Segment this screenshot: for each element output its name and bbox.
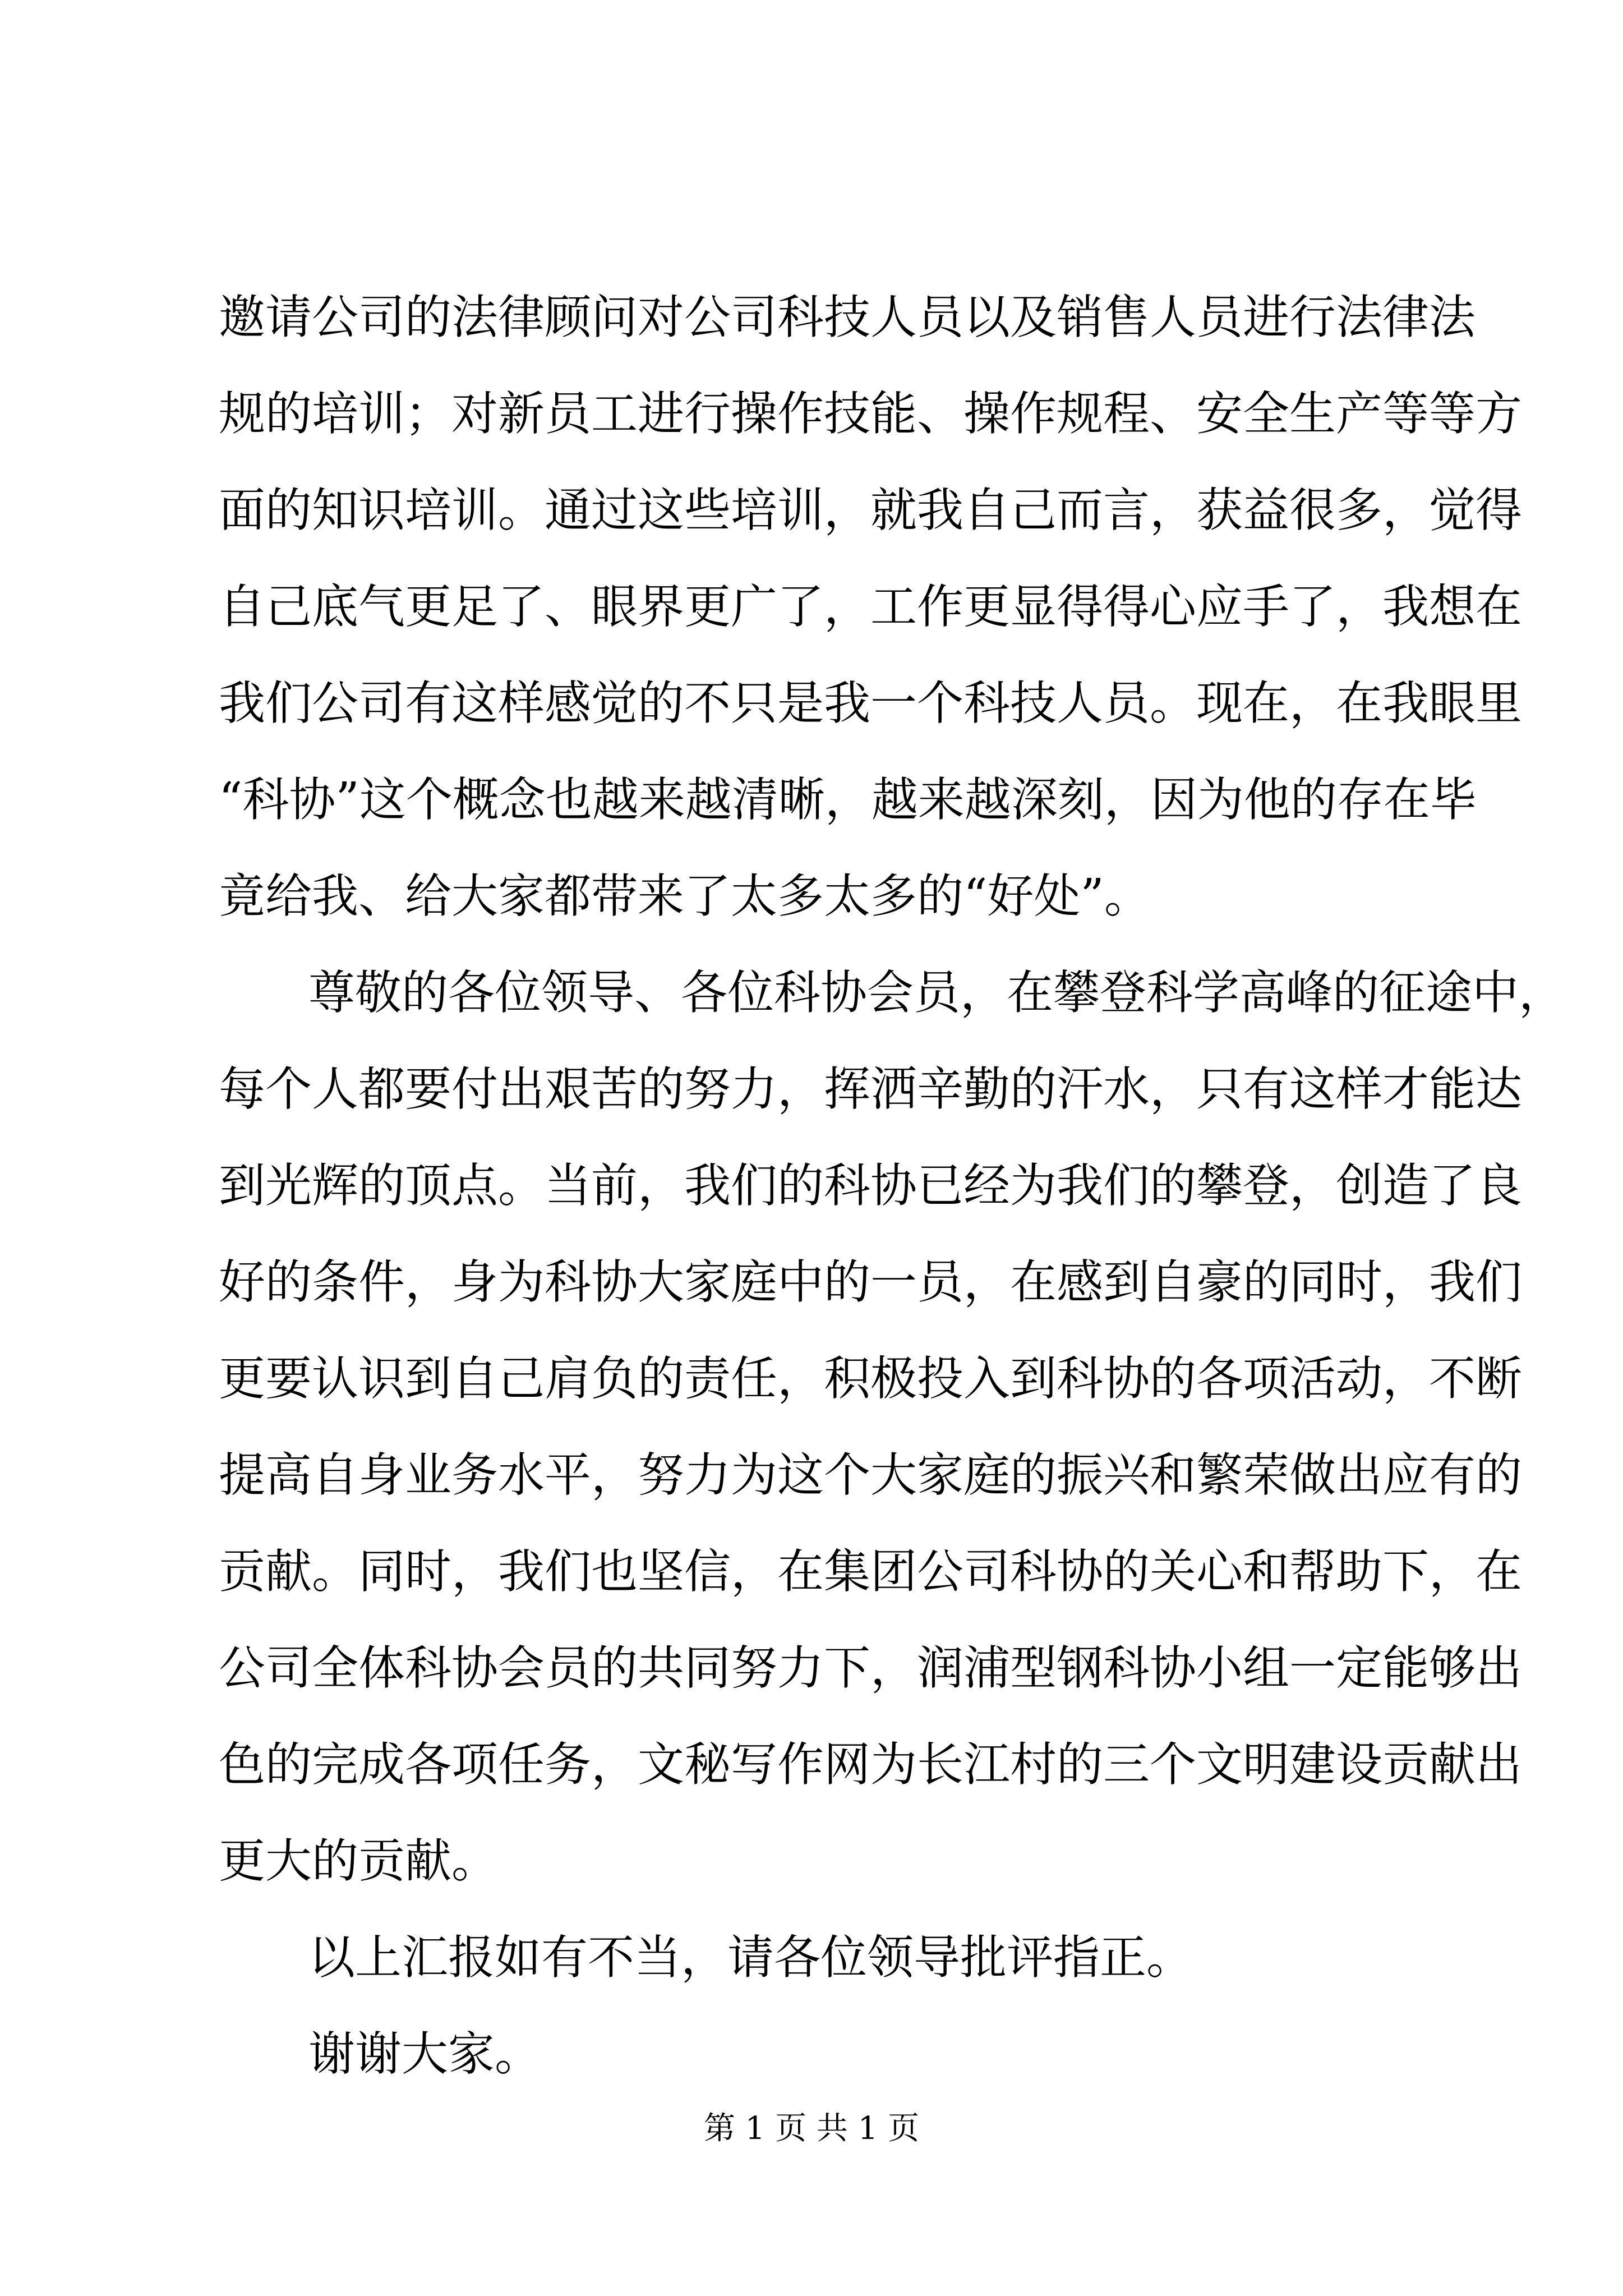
- text-line: 邀请公司的法律顾问对公司科技人员以及销售人员进行法律法: [219, 290, 1476, 344]
- text-line: “科协”这个概念也越来越清晰，越来越深刻，因为他的存在毕: [219, 772, 1477, 827]
- text-line: 更要认识到自己肩负的责任，积极投入到科协的各项活动，不断: [219, 1351, 1522, 1406]
- text-line: 更大的贡献。: [219, 1834, 498, 1888]
- text-line: 到光辉的顶点。当前，我们的科协已经为我们的攀登，创造了良: [219, 1158, 1522, 1213]
- text-line: 贡献。同时，我们也坚信，在集团公司科协的关心和帮助下，在: [219, 1544, 1522, 1599]
- text-line: 尊敬的各位领导、各位科协会员，在攀登科学高峰的征途中，: [308, 965, 1565, 1020]
- body-text: [219, 269, 1565, 2102]
- text-line: 色的完成各项任务，文秘写作网为长江村的三个文明建设贡献出: [219, 1737, 1522, 1792]
- text-line: 面的知识培训。通过这些培训，就我自己而言，获益很多，觉得: [219, 483, 1522, 537]
- text-line: 我们公司有这样感觉的不只是我一个科技人员。现在，在我眼里: [219, 676, 1522, 730]
- text-line: 提高自身业务水平，努力为这个大家庭的振兴和繁荣做出应有的: [219, 1448, 1522, 1502]
- text-line: 每个人都要付出艰苦的努力，挥洒辛勤的汗水，只有这样才能达: [219, 1062, 1522, 1116]
- text-line: 自己底气更足了、眼界更广了，工作更显得得心应手了，我想在: [219, 579, 1522, 634]
- text-line: 规的培训；对新员工进行操作技能、操作规程、安全生产等等方: [219, 386, 1522, 441]
- text-line: 公司全体科协会员的共同努力下，润浦型钢科协小组一定能够出: [219, 1641, 1522, 1695]
- text-line: 竟给我、给大家都带来了太多太多的“好处”。: [219, 869, 1151, 923]
- text-line: 好的条件，身为科协大家庭中的一员，在感到自豪的同时，我们: [219, 1255, 1522, 1309]
- text-line: 谢谢大家。: [308, 2027, 541, 2081]
- text-line: 以上汇报如有不当，请各位领导批评指正。: [308, 1930, 1193, 1985]
- page-footer: 第 1 页 共 1 页: [703, 2110, 920, 2147]
